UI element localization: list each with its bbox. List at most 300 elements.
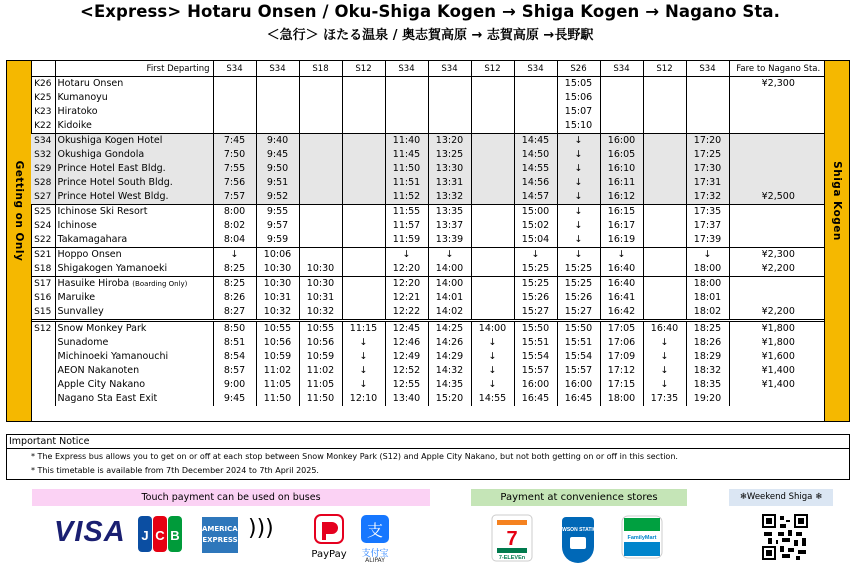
time-cell (471, 205, 514, 220)
time-cell (342, 77, 385, 92)
time-cell: 15:25 (514, 262, 557, 277)
trip-header: S18 (299, 61, 342, 77)
jcb-logo (137, 515, 183, 553)
time-cell (213, 91, 256, 105)
time-cell: 16:05 (600, 148, 643, 162)
time-cell: 17:15 (600, 378, 643, 392)
table-row (31, 176, 827, 190)
stop-name (55, 233, 213, 248)
stop-code: S34 (31, 134, 55, 149)
alipay-label-en: ALIPAY (365, 557, 385, 564)
time-cell: 16:41 (600, 291, 643, 305)
time-cell (342, 233, 385, 248)
getting-on-only-label: Getting on Only (13, 160, 25, 262)
time-cell (342, 219, 385, 233)
time-cell (471, 162, 514, 176)
time-cell (342, 248, 385, 263)
time-cell: 10:31 (299, 291, 342, 305)
time-cell: 11:51 (385, 176, 428, 190)
time-cell: 15:54 (514, 350, 557, 364)
stop-name (55, 262, 213, 277)
convenience-payment-label: Payment at convenience stores (471, 489, 687, 506)
time-cell: 9:59 (256, 233, 299, 248)
trip-header: S34 (428, 61, 471, 77)
fare-cell: ¥1,400 (729, 364, 827, 378)
time-cell: 12:20 (385, 262, 428, 277)
time-cell: 12:20 (385, 277, 428, 292)
time-cell: 15:54 (557, 350, 600, 364)
time-cell (471, 248, 514, 263)
time-cell (471, 305, 514, 321)
stop-code: S25 (31, 205, 55, 220)
stop-name (55, 364, 213, 378)
time-cell: ↓ (514, 248, 557, 263)
time-cell: 10:30 (256, 262, 299, 277)
time-cell: 15:57 (514, 364, 557, 378)
time-cell (686, 119, 729, 134)
stop-code (31, 392, 55, 406)
stop-name-text: Hasuike Hiroba (57, 278, 130, 289)
svg-text:J: J (141, 528, 149, 543)
time-cell: 7:57 (213, 190, 256, 205)
stop-code: S15 (34, 307, 52, 317)
time-cell: 17:35 (686, 205, 729, 220)
stop-name (55, 77, 213, 92)
time-cell (299, 148, 342, 162)
time-cell (471, 105, 514, 119)
time-cell (471, 134, 514, 149)
table-row (31, 77, 827, 92)
time-cell: 11:50 (385, 162, 428, 176)
time-cell: 15:07 (557, 105, 600, 119)
time-cell: 19:20 (686, 392, 729, 406)
time-cell: 11:02 (256, 364, 299, 378)
table-row (31, 277, 827, 292)
time-cell (299, 162, 342, 176)
time-cell: ↓ (557, 148, 600, 162)
time-cell: 16:45 (514, 392, 557, 406)
time-cell: 13:40 (385, 392, 428, 406)
time-cell: 12:46 (385, 336, 428, 350)
time-cell (600, 77, 643, 92)
stop-name-text: Takamagahara (57, 234, 128, 245)
time-cell (342, 148, 385, 162)
time-cell (471, 291, 514, 305)
trip-header: S26 (557, 61, 600, 77)
time-cell: 17:35 (643, 392, 686, 406)
time-cell: 14:00 (428, 262, 471, 277)
stop-code: S17 (31, 277, 55, 292)
seven-eleven-label: 7-ELEVEn (498, 555, 526, 561)
time-cell: 17:12 (600, 364, 643, 378)
time-cell (256, 77, 299, 92)
time-cell (342, 190, 385, 205)
time-cell: 10:56 (299, 336, 342, 350)
time-cell: 15:25 (557, 277, 600, 292)
stop-name-text: Kidoike (57, 120, 92, 131)
fare-cell: ¥1,800 (729, 321, 827, 337)
time-cell (686, 91, 729, 105)
time-cell (643, 262, 686, 277)
time-cell (428, 119, 471, 134)
stop-code: S21 (31, 248, 55, 263)
time-cell (342, 105, 385, 119)
amex-logo: AMERICAN EXPRESS (202, 517, 238, 553)
time-cell: 16:00 (557, 378, 600, 392)
time-cell (643, 148, 686, 162)
time-cell: ↓ (557, 205, 600, 220)
stop-code: S22 (34, 235, 52, 245)
time-cell (342, 91, 385, 105)
table-row (31, 392, 827, 406)
time-cell: ↓ (471, 364, 514, 378)
time-cell: 8:51 (213, 336, 256, 350)
familymart-label: FamilyMart (627, 535, 657, 541)
time-cell (299, 105, 342, 119)
stop-code: S29 (31, 162, 55, 176)
time-cell: 16:40 (600, 277, 643, 292)
table-row (31, 321, 827, 337)
time-cell: 13:30 (428, 162, 471, 176)
time-cell: 10:55 (256, 321, 299, 337)
time-cell: 10:55 (299, 321, 342, 337)
table-row (31, 364, 827, 378)
trip-header: S34 (213, 61, 256, 77)
time-cell: 10:56 (256, 336, 299, 350)
time-cell: 14:50 (514, 148, 557, 162)
stop-name-text: Sunadome (57, 337, 109, 348)
fare-cell (729, 105, 827, 119)
stop-code: K23 (34, 107, 52, 117)
fare-cell: ¥2,200 (729, 262, 827, 277)
time-cell: 18:02 (686, 305, 729, 321)
time-cell (471, 119, 514, 134)
time-cell: 10:59 (256, 350, 299, 364)
fare-cell: ¥2,300 (729, 77, 827, 92)
time-cell: 10:06 (256, 248, 299, 263)
time-cell: 14:55 (514, 162, 557, 176)
time-cell: 8:25 (213, 262, 256, 277)
time-cell: 13:31 (428, 176, 471, 190)
time-cell: 15:50 (557, 321, 600, 337)
stop-name (55, 148, 213, 162)
fare-cell: ¥2,500 (729, 190, 827, 205)
timetable-header-row (31, 61, 827, 77)
notice-title: Important Notice (7, 435, 849, 449)
time-cell: 12:10 (342, 392, 385, 406)
stop-name-text: Okushiga Kogen Hotel (57, 135, 163, 146)
time-cell: 10:30 (256, 277, 299, 292)
stop-code: S18 (34, 264, 52, 274)
stop-name (55, 350, 213, 364)
time-cell (600, 105, 643, 119)
time-cell: ↓ (471, 378, 514, 392)
time-cell: 13:35 (428, 205, 471, 220)
time-cell: 16:10 (600, 162, 643, 176)
time-cell (643, 91, 686, 105)
time-cell: 8:27 (213, 305, 256, 321)
time-cell (643, 233, 686, 248)
time-cell: ↓ (557, 134, 600, 149)
time-cell (299, 205, 342, 220)
time-cell: 12:45 (385, 321, 428, 337)
time-cell (643, 291, 686, 305)
table-row (31, 119, 827, 134)
notice-line-1: * The Express bus allows you to get on or off at each stop between Snow Monkey Park (S12) and Apple City Nakano, but not both getting on or off in this section. (31, 452, 678, 461)
time-cell (471, 190, 514, 205)
time-cell: 14:57 (514, 190, 557, 205)
time-cell: ↓ (557, 162, 600, 176)
stop-name (55, 321, 213, 337)
time-cell: 16:40 (643, 321, 686, 337)
alipay-label: 支付宝 (361, 549, 389, 559)
time-cell: 12:21 (385, 291, 428, 305)
time-cell (342, 119, 385, 134)
time-cell: 15:00 (514, 205, 557, 220)
time-cell: 15:20 (428, 392, 471, 406)
time-cell (471, 277, 514, 292)
time-cell: 15:06 (557, 91, 600, 105)
time-cell: ↓ (342, 350, 385, 364)
time-cell: 10:59 (299, 350, 342, 364)
time-cell: 11:02 (299, 364, 342, 378)
time-cell (600, 91, 643, 105)
time-cell (471, 148, 514, 162)
time-cell: ↓ (385, 248, 428, 263)
stop-name (55, 336, 213, 350)
time-cell (643, 205, 686, 220)
time-cell: 16:00 (600, 134, 643, 149)
time-cell: 15:26 (557, 291, 600, 305)
qr-code-icon[interactable] (762, 514, 808, 560)
time-cell: 11:50 (256, 392, 299, 406)
time-cell (643, 162, 686, 176)
svg-text:C: C (155, 528, 165, 543)
time-cell: 17:25 (686, 148, 729, 162)
time-cell: 17:30 (686, 162, 729, 176)
time-cell: 15:27 (557, 305, 600, 321)
table-row (31, 350, 827, 364)
time-cell: 18:26 (686, 336, 729, 350)
svg-text:B: B (170, 528, 180, 543)
time-cell: 7:56 (213, 176, 256, 190)
time-cell: 11:59 (385, 233, 428, 248)
stop-code: K25 (34, 93, 52, 103)
stop-name (55, 91, 213, 105)
time-cell: 18:35 (686, 378, 729, 392)
time-cell: 7:50 (213, 148, 256, 162)
time-cell: 15:10 (557, 119, 600, 134)
time-cell: 8:25 (213, 277, 256, 292)
time-cell: 14:56 (514, 176, 557, 190)
stop-code: K26 (34, 79, 52, 89)
time-cell (686, 77, 729, 92)
time-cell (643, 105, 686, 119)
time-cell: 11:40 (385, 134, 428, 149)
time-cell: 13:37 (428, 219, 471, 233)
stop-name (55, 392, 213, 406)
time-cell: 15:02 (514, 219, 557, 233)
stop-name (55, 378, 213, 392)
time-cell (213, 77, 256, 92)
time-cell (342, 176, 385, 190)
time-cell: 11:05 (256, 378, 299, 392)
time-cell: 16:42 (600, 305, 643, 321)
time-cell: 9:00 (213, 378, 256, 392)
fare-cell (729, 277, 827, 292)
time-cell: 9:40 (256, 134, 299, 149)
stop-code (31, 336, 55, 350)
time-cell (428, 77, 471, 92)
time-cell (299, 219, 342, 233)
time-cell (643, 248, 686, 263)
fare-cell (729, 205, 827, 220)
time-cell: ↓ (557, 176, 600, 190)
stop-code: S32 (31, 148, 55, 162)
table-row (31, 233, 827, 248)
stop-name-text: Apple City Nakano (57, 379, 146, 390)
fare-cell (729, 233, 827, 248)
important-notice (6, 434, 850, 480)
time-cell: 11:52 (385, 190, 428, 205)
time-cell: 16:45 (557, 392, 600, 406)
time-cell: 14:45 (514, 134, 557, 149)
time-cell (299, 233, 342, 248)
time-cell: 16:11 (600, 176, 643, 190)
stop-name-text: Snow Monkey Park (57, 323, 147, 334)
fare-cell: ¥2,300 (729, 248, 827, 263)
time-cell: 9:45 (213, 392, 256, 406)
time-cell (643, 219, 686, 233)
time-cell: 13:20 (428, 134, 471, 149)
time-cell (385, 77, 428, 92)
stop-name-text: Hotaru Onsen (57, 78, 124, 89)
time-cell (643, 176, 686, 190)
side-band-right (824, 61, 849, 421)
trip-header: S34 (514, 61, 557, 77)
table-row (31, 162, 827, 176)
time-cell: 14:25 (428, 321, 471, 337)
time-cell: ↓ (643, 378, 686, 392)
time-cell: 11:15 (342, 321, 385, 337)
time-cell (256, 105, 299, 119)
time-cell: 11:57 (385, 219, 428, 233)
stop-code: S24 (34, 221, 52, 231)
time-cell: 14:26 (428, 336, 471, 350)
time-cell: 14:32 (428, 364, 471, 378)
time-cell (342, 162, 385, 176)
time-cell: ↓ (557, 233, 600, 248)
time-cell (299, 77, 342, 92)
time-cell (299, 176, 342, 190)
time-cell: 18:32 (686, 364, 729, 378)
time-cell: ↓ (342, 364, 385, 378)
time-cell: 9:50 (256, 162, 299, 176)
timetable (6, 60, 850, 422)
time-cell: 17:32 (686, 190, 729, 205)
stop-name-text: Prince Hotel West Bldg. (57, 191, 169, 202)
time-cell (471, 219, 514, 233)
stop-name (55, 248, 213, 263)
stop-name (55, 277, 213, 292)
time-cell: 18:29 (686, 350, 729, 364)
table-row (31, 105, 827, 119)
time-cell: 11:55 (385, 205, 428, 220)
table-row (31, 248, 827, 263)
header-code-cell (31, 61, 55, 77)
trip-header: S12 (342, 61, 385, 77)
table-row (31, 190, 827, 205)
fare-cell (729, 392, 827, 406)
side-band-left (7, 61, 32, 421)
time-cell: 16:17 (600, 219, 643, 233)
time-cell: 12:49 (385, 350, 428, 364)
fare-cell: ¥1,400 (729, 378, 827, 392)
trip-header: S34 (600, 61, 643, 77)
stop-name-text: Prince Hotel East Bldg. (57, 163, 166, 174)
fare-cell (729, 148, 827, 162)
time-cell: ↓ (686, 248, 729, 263)
paypay-label: PayPay (311, 549, 347, 560)
table-row (31, 134, 827, 149)
stop-name (55, 305, 213, 321)
fare-cell (729, 176, 827, 190)
notice-line-2: * This timetable is available from 7th December 2024 to 7th April 2025. (31, 466, 319, 475)
trip-header: S34 (385, 61, 428, 77)
time-cell (471, 176, 514, 190)
stop-code (31, 378, 55, 392)
time-cell: 18:25 (686, 321, 729, 337)
time-cell: 17:05 (600, 321, 643, 337)
time-cell: 7:55 (213, 162, 256, 176)
stop-name-text: Kumanoyu (57, 92, 108, 103)
time-cell: 18:01 (686, 291, 729, 305)
time-cell: 14:00 (471, 321, 514, 337)
stop-name-text: Shigakogen Yamanoeki (57, 263, 168, 274)
seven-eleven-logo (491, 514, 533, 562)
familymart-logo (620, 514, 664, 560)
stop-name (55, 162, 213, 176)
time-cell (385, 91, 428, 105)
stop-name-text: Ichinose (57, 220, 97, 231)
time-cell (342, 305, 385, 321)
stop-name-text: Nagano Sta East Exit (57, 393, 158, 404)
table-row (31, 305, 827, 321)
trip-header: S12 (643, 61, 686, 77)
fare-cell: ¥1,600 (729, 350, 827, 364)
alipay-logo (356, 514, 394, 566)
visa-logo: VISA (54, 516, 126, 548)
time-cell: 16:19 (600, 233, 643, 248)
time-cell: 10:32 (256, 305, 299, 321)
stop-name (55, 134, 213, 149)
stop-name (55, 219, 213, 233)
time-cell: 9:57 (256, 219, 299, 233)
time-cell: ↓ (557, 248, 600, 263)
stop-name-text: Sunvalley (57, 306, 104, 317)
time-cell: 15:26 (514, 291, 557, 305)
time-cell: 17:39 (686, 233, 729, 248)
fare-cell (729, 219, 827, 233)
lawson-logo (555, 513, 601, 563)
fare-cell: ¥1,800 (729, 336, 827, 350)
stop-name (55, 291, 213, 305)
stop-code (31, 364, 55, 378)
time-cell: 18:00 (686, 277, 729, 292)
table-row (31, 219, 827, 233)
stop-name-text: Hoppo Onsen (57, 249, 122, 260)
trip-header: S34 (256, 61, 299, 77)
